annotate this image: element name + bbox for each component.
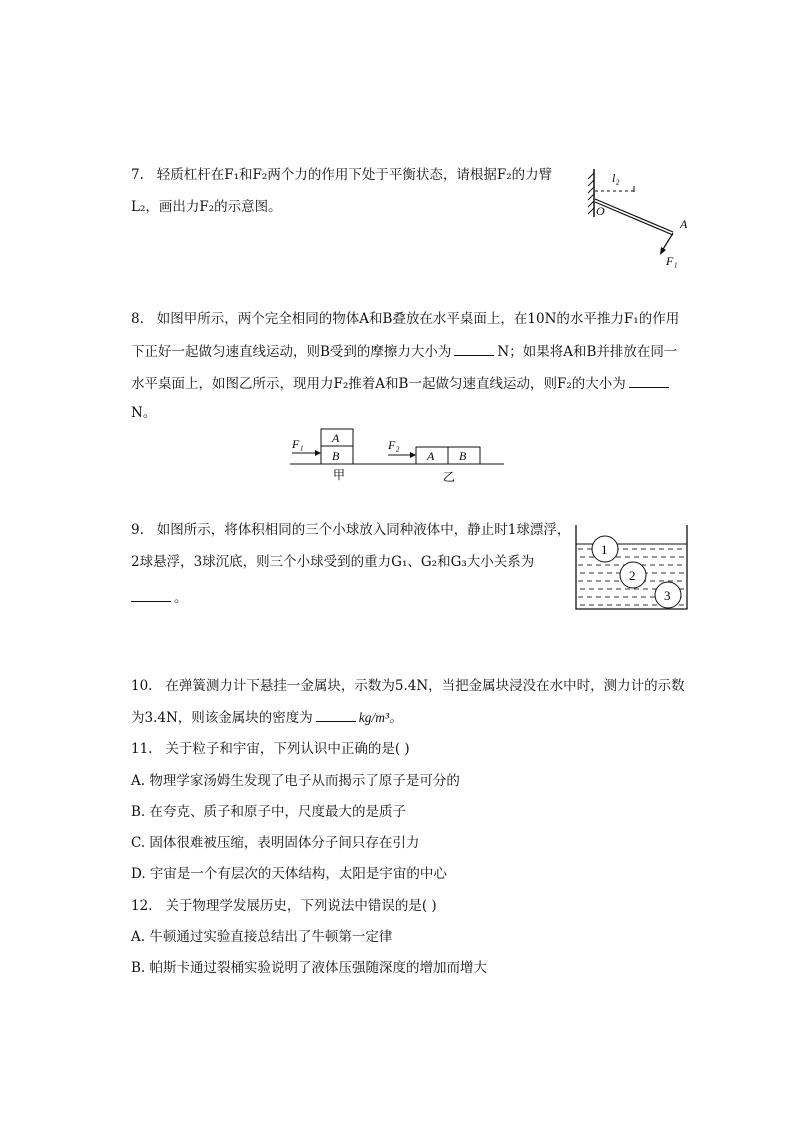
q10-line2-text: 为3.4N，则该金属块的密度为 xyxy=(131,710,313,726)
label-o: O xyxy=(596,204,605,218)
q8-line2 xyxy=(131,341,677,362)
q8-line3 xyxy=(131,373,672,394)
q8-number: 8. xyxy=(131,311,144,327)
q11-option-a[interactable]: A. 物理学家汤姆生发现了电子从而揭示了原子是可分的 xyxy=(131,773,460,789)
blocks-figure xyxy=(290,428,510,488)
q9-number: 9. xyxy=(131,522,144,538)
answer-blank[interactable] xyxy=(316,707,356,722)
label-l2: l₂ xyxy=(612,171,620,185)
q9-end: 。 xyxy=(174,590,188,606)
force-f2: F₂ xyxy=(388,438,400,452)
label-a: A xyxy=(680,217,688,231)
ball-1: 1 xyxy=(601,542,608,557)
q12-option-b[interactable]: B. 帕斯卡通过裂桶实验说明了液体压强随深度的增加而增大 xyxy=(131,960,488,976)
q9-line2: 2球悬浮，3球沉底，则三个小球受到的重力G₁、G₂和G₃大小关系为 xyxy=(131,554,535,570)
q7-line1 xyxy=(131,165,552,185)
ball-2: 2 xyxy=(629,568,636,583)
block-b-side: B xyxy=(459,449,467,463)
q11-option-c[interactable]: C. 固体很难被压缩，表明固体分子间只存在引力 xyxy=(131,835,420,851)
ball-3: 3 xyxy=(664,588,671,603)
q8-line1 xyxy=(131,309,679,329)
block-b-stacked: B xyxy=(332,449,340,463)
q10-number: 10. xyxy=(131,678,153,694)
force-f1: F₁ xyxy=(292,437,304,451)
answer-blank[interactable] xyxy=(131,587,171,602)
q12-text: 关于物理学发展历史，下列说法中错误的是( ) xyxy=(165,898,437,914)
balls-in-liquid-figure xyxy=(575,525,695,615)
answer-blank[interactable] xyxy=(629,373,669,388)
label-f1: F₁ xyxy=(666,254,678,268)
q8-line4: N。 xyxy=(131,405,157,421)
q12-number: 12. xyxy=(131,898,153,914)
q10-text: 在弹簧测力计下悬挂一金属块，示数为5.4N，当把金属块浸没在水中时，测力计的示数 xyxy=(165,678,685,694)
lever-figure xyxy=(582,165,702,275)
q12-option-a[interactable]: A. 牛顿通过实验直接总结出了牛顿第一定律 xyxy=(131,929,393,945)
label-jia: 甲 xyxy=(333,468,346,482)
answer-blank[interactable] xyxy=(454,341,494,356)
q8-line3-text: 水平桌面上，如图乙所示，现用力F₂推着A和B一起做匀速直线运动，则F₂的大小为 xyxy=(131,376,626,392)
label-yi: 乙 xyxy=(443,470,456,484)
q8-line2-text: 下正好一起做匀速直线运动，则B受到的摩擦力大小为 xyxy=(131,344,452,360)
q11-stem xyxy=(131,739,410,759)
block-a-stacked: A xyxy=(332,431,340,445)
q11-text: 关于粒子和宇宙，下列认识中正确的是( ) xyxy=(165,741,410,757)
q10-line1 xyxy=(131,676,685,696)
q11-option-b[interactable]: B. 在夸克、质子和原子中，尺度最大的是质子 xyxy=(131,804,407,820)
q7-line2: L₂，画出力F₂的示意图。 xyxy=(131,199,282,215)
q8-text: 如图甲所示，两个完全相同的物体A和B叠放在水平桌面上，在10N的水平推力F₁的作用 xyxy=(156,311,680,327)
q11-option-d[interactable]: D. 宇宙是一个有层次的天体结构，太阳是宇宙的中心 xyxy=(131,866,447,882)
q9-text: 如图所示，将体积相同的三个小球放入同种液体中，静止时1球漂浮， xyxy=(156,522,571,538)
q9-line1 xyxy=(131,520,570,540)
q12-stem xyxy=(131,896,437,916)
q8-line2-text-b: N；如果将A和B并排放在同一 xyxy=(497,344,678,360)
q9-line3 xyxy=(131,587,188,608)
q7-text: 轻质杠杆在F₁和F₂两个力的作用下处于平衡状态，请根据F₂的力臂 xyxy=(156,167,553,183)
q10-line2 xyxy=(131,707,403,728)
block-a-side: A xyxy=(427,449,435,463)
q7-number: 7. xyxy=(131,167,144,183)
q11-number: 11. xyxy=(131,741,153,757)
q10-unit: kg/m³。 xyxy=(358,710,403,725)
